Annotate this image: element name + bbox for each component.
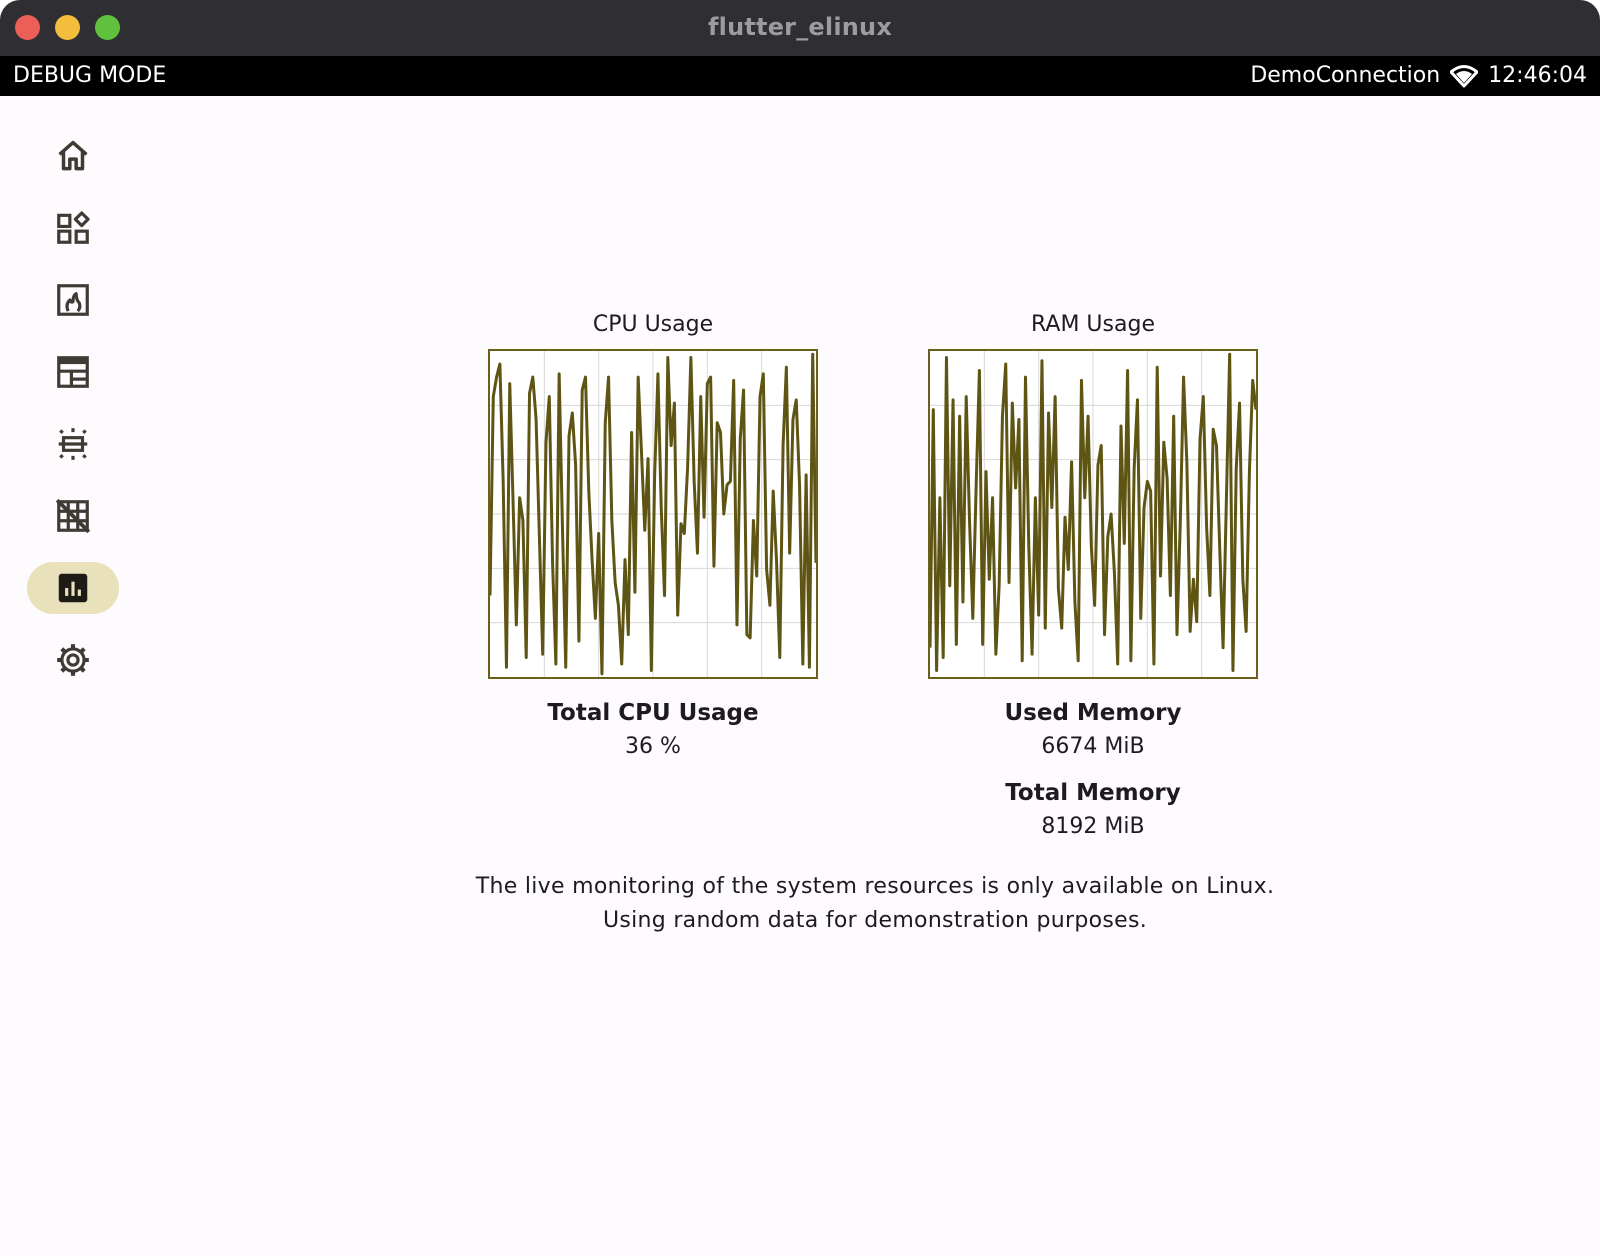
nav-item-fireplace[interactable] xyxy=(27,274,119,326)
nav-item-home[interactable] xyxy=(27,130,119,182)
notice-line-2: Using random data for demonstration purposes. xyxy=(602,908,1148,933)
nav-item-grid-off[interactable] xyxy=(27,490,119,542)
used-memory-value: 6674 MiB xyxy=(1041,734,1145,759)
nav-item-system-resources[interactable] xyxy=(27,562,119,614)
total-memory-value: 8192 MiB xyxy=(1041,814,1145,839)
cpu-total-label: Total CPU Usage xyxy=(547,700,759,726)
status-clock: 12:46:04 xyxy=(1488,63,1587,88)
title-bar xyxy=(0,0,1600,56)
cpu-chart-title: CPU Usage xyxy=(592,312,714,337)
grid-off-icon xyxy=(54,497,92,535)
ram-line-chart xyxy=(928,349,1258,679)
debug-mode-label: DEBUG MODE xyxy=(13,63,167,88)
connection-name: DemoConnection xyxy=(1250,63,1441,88)
settings-overscan-icon xyxy=(54,425,92,463)
cpu-line-chart xyxy=(488,349,818,679)
window-title: flutter_elinux xyxy=(708,13,892,41)
gear-icon xyxy=(54,641,92,679)
notice-line-1: The live monitoring of the system resources is only available on Linux. xyxy=(475,874,1275,899)
wifi-icon xyxy=(1450,64,1478,88)
cpu-chart xyxy=(488,349,818,679)
status-bar xyxy=(0,56,1600,96)
ram-chart xyxy=(928,349,1258,679)
table-icon xyxy=(54,353,92,391)
used-memory-label: Used Memory xyxy=(1004,700,1182,726)
bar-chart-icon xyxy=(54,569,92,607)
nav-item-table[interactable] xyxy=(27,346,119,398)
fireplace-icon xyxy=(54,281,92,319)
demo-notice xyxy=(0,870,1600,938)
total-memory-label: Total Memory xyxy=(1005,780,1181,806)
home-icon xyxy=(54,137,92,175)
status-right xyxy=(1250,63,1587,88)
nav-item-widgets[interactable] xyxy=(27,202,119,254)
nav-item-settings[interactable] xyxy=(27,634,119,686)
ram-chart-title: RAM Usage xyxy=(1031,312,1155,337)
cpu-total-value: 36 % xyxy=(625,734,681,759)
widgets-icon xyxy=(54,209,92,247)
nav-item-overscan[interactable] xyxy=(27,418,119,470)
